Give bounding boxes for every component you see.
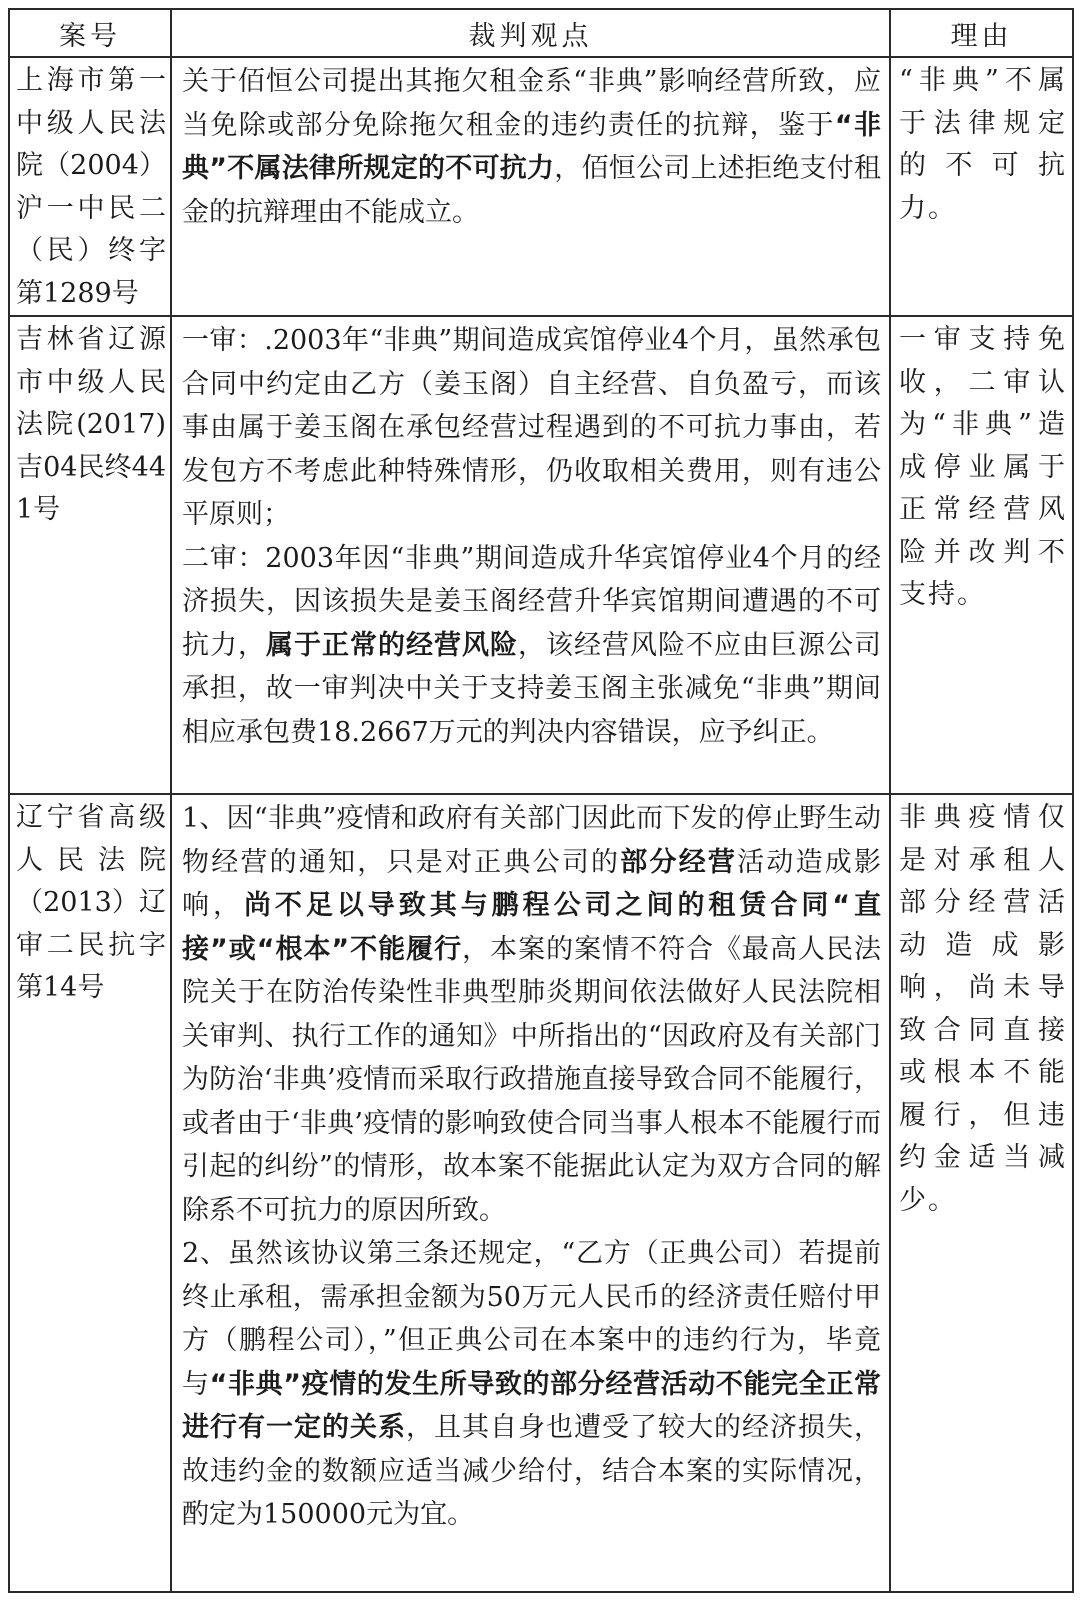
- reason-cell: 非典疫情仅是对承租人部分经营活动造成影响，尚未导致合同直接或根本不能履行，但违约金适当减少。: [890, 794, 1073, 1592]
- judgment-paragraph: [182, 1232, 881, 1537]
- header-reason: 理由: [890, 9, 1073, 57]
- judgment-paragraph: [182, 319, 881, 537]
- paragraph-text: ，本案的案情不符合《最高人民法院关于在防治传染性非典型肺炎期间依法做好人民法院相关审判、执行工作的通知》中所指出的“因政府及有关部门为防治‘非典’疫情而采取行政措施直接导致合同不能履行，或者由于‘非典’疫情的影响致使合同当事人根本不能履行而引起的纠纷”的情形，故本案不能据此认定为双方合同的解除系不可抗力的原因所致。: [182, 933, 881, 1226]
- judgment-paragraph: [182, 60, 881, 234]
- judgment-paragraph: [182, 537, 881, 755]
- emphasized-text: 部分经营: [620, 846, 738, 878]
- reason-cell: “非典”不属于法律规定的不可抗力。: [890, 57, 1073, 316]
- judgment-view-cell: [171, 794, 890, 1592]
- emphasized-text: 尚不足以导致其与鹏程公司之间的租赁合同“直接”或“根本”不能履行: [182, 890, 881, 965]
- case-number-cell: 吉林省辽源市中级人民法院(2017)吉04民终441号: [9, 316, 171, 794]
- judgment-paragraph: [182, 797, 881, 1232]
- table-header-row: [9, 9, 1073, 57]
- paragraph-text: ，且其自身也遭受了较大的经济损失，故违约金的数额应适当减少给付，结合本案的实际情况，酌定为150000元为宜。: [182, 1412, 881, 1530]
- table-row: [9, 316, 1073, 794]
- header-judgment-view: 裁判观点: [171, 9, 890, 57]
- paragraph-text: 关于佰恒公司提出其拖欠租金系“非典”影响经营所致，应当免除或部分免除拖欠租金的违约责任的抗辩，鉴于: [182, 66, 881, 141]
- table-row: [9, 794, 1073, 1592]
- reason-cell: 一审支持免收，二审认为“非典”造成停业属于正常经营风险并改判不支持。: [890, 316, 1073, 794]
- paragraph-text: ，该经营风险不应由巨源公司承担，故一审判决中关于支持姜玉阁主张减免“非典”期间相应承包费18.2667万元的判决内容错误，应予纠正。: [182, 629, 881, 748]
- emphasized-text: “非典”不属法律所规定的不可抗力: [182, 109, 882, 184]
- paragraph-text: 一审：.2003年“非典”期间造成宾馆停业4个月，虽然承包合同中约定由乙方（姜玉阁）自主经营、自负盈亏，而该事由属于姜玉阁在承包经营过程遇到的不可抗力事由，若发包方不考虑此种特殊情形，仍收取相关费用，则有违公平原则；: [182, 325, 881, 530]
- table-row: [9, 57, 1073, 316]
- header-case-number: 案号: [9, 9, 171, 57]
- paragraph-text: 2、虽然该协议第三条还规定，“乙方（正典公司）若提前终止承租，需承担金额为50万元人民币的经济责任赔付甲方（鹏程公司），”但正典公司在本案中的违约行为，毕竟与: [182, 1238, 881, 1400]
- case-number-cell: 上海市第一中级人民法院（2004）沪一中民二（民）终字第1289号: [9, 57, 171, 316]
- judgment-view-cell: [171, 316, 890, 794]
- judgment-view-cell: [171, 57, 890, 316]
- paragraph-text: 1、因“非典”疫情和政府有关部门因此而下发的停止野生动物经营的通知，只是对正典公司的: [182, 803, 881, 878]
- emphasized-text: “非典”疫情的发生所导致的部分经营活动不能完全正常进行有一定的关系: [182, 1368, 881, 1443]
- paragraph-text: ，佰恒公司上述拒绝支付租金的抗辩理由不能成立。: [182, 153, 881, 228]
- case-number-cell: 辽宁省高级人民法院（2013）辽审二民抗字第14号: [9, 794, 171, 1592]
- emphasized-text: 属于正常的经营风险: [266, 629, 518, 661]
- paragraph-text: 二审：2003年因“非典”期间造成升华宾馆停业4个月的经济损失，因该损失是姜玉阁经营升华宾馆期间遭遇的不可抗力，: [182, 542, 881, 661]
- case-table: [8, 8, 1074, 1593]
- paragraph-text: 活动造成影响，: [182, 846, 882, 921]
